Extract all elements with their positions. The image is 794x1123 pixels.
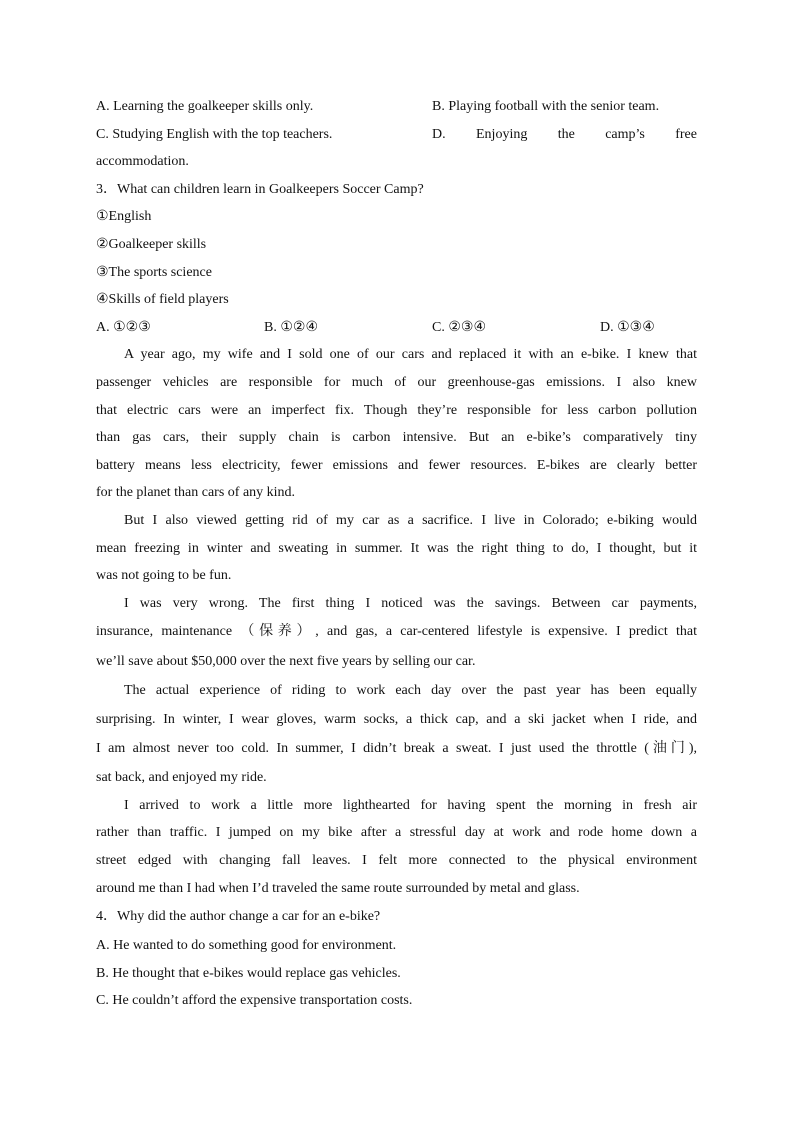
passage-p4-line-3: I am almost never too cold. In summer, I didn’t break a sweat. I just used the throttle (油门), xyxy=(96,740,697,756)
q2-option-c[interactable]: C. Studying English with the top teachers. xyxy=(96,126,333,142)
q3-option-a[interactable]: A. ①②③ xyxy=(96,319,151,335)
q3-question: 3．What can children learn in Goalkeepers Soccer Camp? xyxy=(96,181,424,197)
passage-p1-line-6: for the planet than cars of any kind. xyxy=(96,485,296,501)
q2-options-row-2 xyxy=(96,121,697,149)
passage-p5-line-1: I arrived to work a little more lighthearted for having spent the morning in fresh air xyxy=(124,797,697,813)
passage-p5-line-3: street edged with changing fall leaves. I felt more connected to the physical environment xyxy=(96,853,697,869)
q3-option-d[interactable]: D. ①③④ xyxy=(600,319,655,335)
q3-item-1: ①English xyxy=(96,209,152,225)
q3-options xyxy=(96,314,697,342)
passage-p5-line-4: around me than I had when I’d traveled the same route surrounded by metal and glass. xyxy=(96,880,580,896)
q2-option-a[interactable]: A. Learning the goalkeeper skills only. xyxy=(96,99,314,114)
document-page xyxy=(96,93,697,1015)
q3-item-3: ③The sports science xyxy=(96,264,212,280)
q2-option-b[interactable]: B. Playing football with the senior team. xyxy=(432,99,660,114)
passage-p3-line-2: insurance, maintenance （保养）, and gas, a car-centered lifestyle is expensive. I predict that xyxy=(96,624,697,640)
passage-p2-line-3: was not going to be fun. xyxy=(96,568,232,584)
passage-p4-line-1: The actual experience of riding to work each day over the past year has been equally xyxy=(124,683,697,699)
q3-item-4: ④Skills of field players xyxy=(96,292,229,308)
q3-item-2: ②Goalkeeper skills xyxy=(96,236,207,252)
passage-p5-line-2: rather than traffic. I jumped on my bike after a stressful day at work and rode home down a xyxy=(96,825,697,841)
q4-question: 4．Why did the author change a car for an e-bike? xyxy=(96,909,381,925)
passage-p4-line-2: surprising. In winter, I wear gloves, warm socks, a thick cap, and a ski jacket when I ride, and xyxy=(96,711,697,727)
q2-options-row-1 xyxy=(96,93,697,121)
q2-option-d[interactable]: D. Enjoying the camp’s free xyxy=(432,126,697,142)
q3-option-b[interactable]: B. ①②④ xyxy=(264,319,318,335)
passage-p1-line-5: battery means less electricity, fewer emissions and fewer resources. E-bikes are clearly better xyxy=(96,457,697,473)
passage-p2-line-2: mean freezing in winter and sweating in summer. It was the right thing to do, I thought, but it xyxy=(96,540,697,556)
q2-option-d-continued: accommodation. xyxy=(96,154,189,170)
q4-option-b[interactable]: B. He thought that e-bikes would replace gas vehicles. xyxy=(96,965,401,981)
q3-option-c[interactable]: C. ②③④ xyxy=(432,319,486,335)
passage-p1-line-3: that electric cars were an imperfect fix. Though they’re responsible for less carbon pollution xyxy=(96,402,697,418)
passage-p4-line-4: sat back, and enjoyed my ride. xyxy=(96,769,267,785)
passage-p1-line-1: A year ago, my wife and I sold one of our cars and replaced it with an e-bike. I knew that xyxy=(124,347,697,363)
passage-p3-line-3: we’ll save about $50,000 over the next five years by selling our car. xyxy=(96,654,476,670)
q4-option-a[interactable]: A. He wanted to do something good for environment. xyxy=(96,938,397,954)
passage-p2-line-1: But I also viewed getting rid of my car as a sacrifice. I live in Colorado; e-biking would xyxy=(124,512,697,528)
passage-p1-line-4: than gas cars, their supply chain is carbon intensive. But an e-bike’s comparatively tiny xyxy=(96,430,697,446)
passage-p3-line-1: I was very wrong. The first thing I noticed was the savings. Between car payments, xyxy=(124,595,697,611)
q4-option-c[interactable]: C. He couldn’t afford the expensive transportation costs. xyxy=(96,993,413,1009)
passage-p1-line-2: passenger vehicles are responsible for much of our greenhouse-gas emissions. I also knew xyxy=(96,374,697,390)
